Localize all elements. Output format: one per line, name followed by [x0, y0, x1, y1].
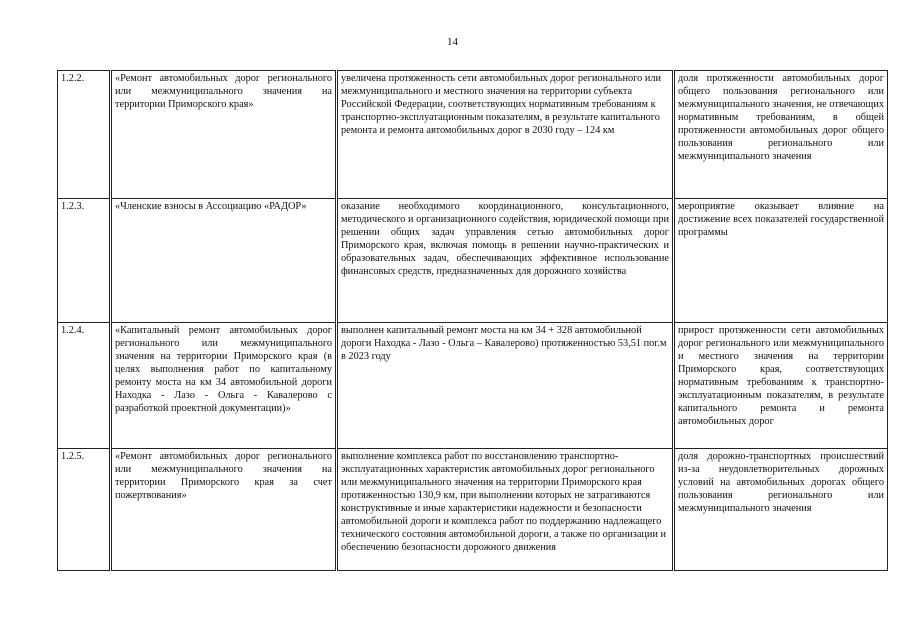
row-number: 1.2.3. [58, 199, 111, 323]
measure-indicator: мероприятие оказывает влияние на достижение всех показателей государственной программы [674, 199, 888, 323]
table-row [58, 323, 888, 449]
measure-result: выполнен капитальный ремонт моста на км 34 + 328 автомобильной дороги Находка - Лазо - Ольга – Кавалерово) протяженностью 53,51 пог.м в 2023 году [337, 323, 674, 449]
measure-result: оказание необходимого координационного, консультационного, методического и организационного содействия, юридической помощи при решении общих задач управления сетью автомобильных дорог Приморского края, включая помощь в решении научно-практических и образовательных задач, обеспечивающих эффективное использование финансовых средств, предназначенных для дорожного хозяйства [337, 199, 674, 323]
table-row [58, 449, 888, 571]
measure-result: выполнение комплекса работ по восстановлению транспортно-эксплуатационных характеристик автомобильных дорог регионального или межмуниципального значения на территории Приморского края протяженностью 130,9 км, при выполнении которых не затрагиваются конструктивные и иные характеристики надежности и безопасности автомобильной дороги и комплекса работ по поддержанию надлежащего технического состояния автомобильной дороги, а также по организации и обеспечению безопасности дорожного движения [337, 449, 674, 571]
measure-name: «Капитальный ремонт автомобильных дорог регионального или межмуниципального значения на территории Приморского края (в целях выполнения работ по капитальному ремонту моста на км 34 автомобильной дороги Находка - Лазо - Ольга - Кавалерово с разработкой проектной документации)» [111, 323, 337, 449]
measure-name: «Ремонт автомобильных дорог регионального или межмуниципального значения на территории Приморского края» [111, 71, 337, 199]
measure-result: увеличена протяженность сети автомобильных дорог регионального или межмуниципального и местного значения на территории субъекта Российской Федерации, соответствующих нормативным требованиям к транспортно-эксплуатационным показателям, в результате капитального ремонта и ремонта автомобильных дорог в 2030 году – 124 км [337, 71, 674, 199]
measures-table [57, 70, 888, 571]
measure-indicator: прирост протяженности сети автомобильных дорог регионального или межмуниципального и местного значения на территории Приморского края, соответствующих нормативным требованиям к транспортно-эксплуатационным показателям, в результате капитального ремонта и ремонта автомобильных дорог [674, 323, 888, 449]
page-number: 14 [447, 36, 458, 48]
table-row [58, 71, 888, 199]
row-number: 1.2.5. [58, 449, 111, 571]
measure-name: «Членские взносы в Ассоциацию «РАДОР» [111, 199, 337, 323]
row-number: 1.2.4. [58, 323, 111, 449]
table-row [58, 199, 888, 323]
measure-indicator: доля протяженности автомобильных дорог общего пользования регионального или межмуниципального значения, не отвечающих нормативным требованиям, в общей протяженности автомобильных дорог общего пользования регионального или межмуниципального значения [674, 71, 888, 199]
measure-name: «Ремонт автомобильных дорог регионального или межмуниципального значения на территории Приморского края за счет пожертвования» [111, 449, 337, 571]
measure-indicator: доля дорожно-транспортных происшествий из-за неудовлетворительных дорожных условий на автомобильных дорогах общего пользования регионального или межмуниципального значения [674, 449, 888, 571]
row-number: 1.2.2. [58, 71, 111, 199]
